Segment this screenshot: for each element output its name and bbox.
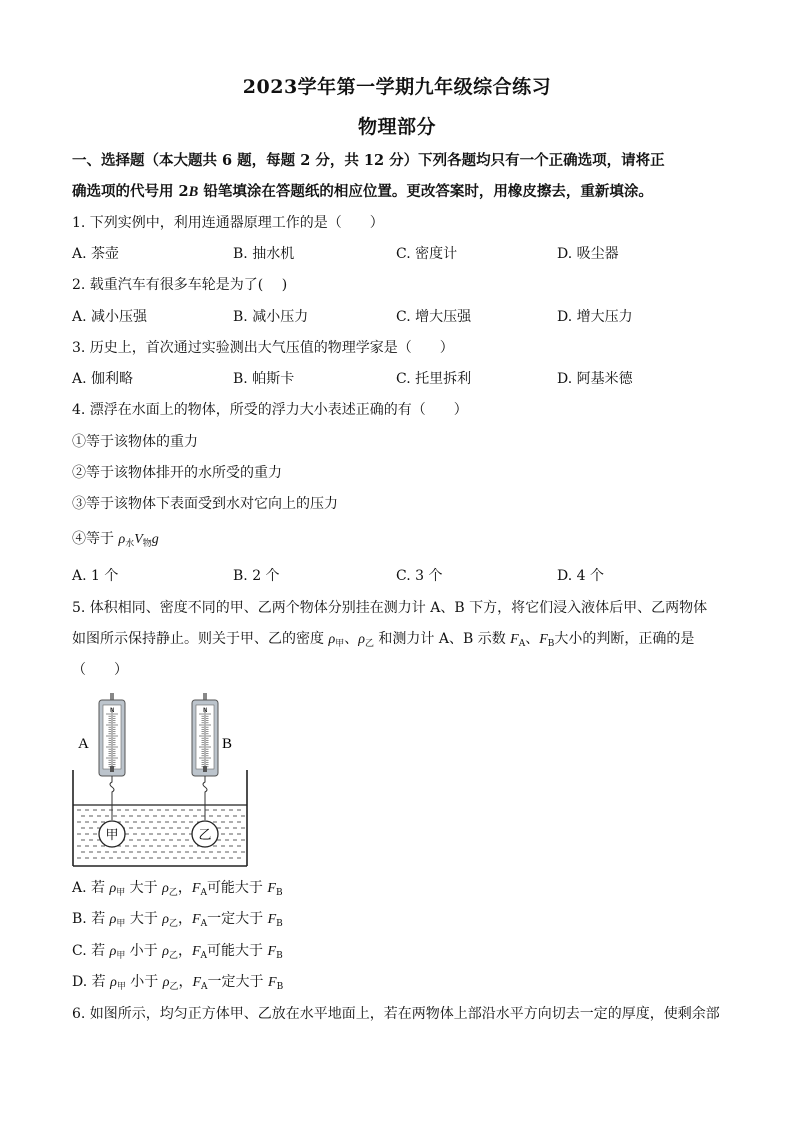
option-text: 大于 bbox=[125, 880, 163, 896]
scale-b-unit: N bbox=[203, 707, 208, 714]
q1-option-a: A. 茶壶 bbox=[72, 246, 120, 262]
statement-text: ④等于 bbox=[72, 531, 119, 547]
question-6-line1: 6. 如图所示，均匀正方体甲、乙放在水平地面上，若在两物体上部沿水平方向切去一定的厚度，使剩余部 bbox=[72, 1006, 720, 1022]
subscript-a: A bbox=[518, 639, 526, 649]
object-yi-label: 乙 bbox=[198, 828, 212, 843]
question-5-line3: （ ） bbox=[72, 662, 128, 678]
subscript-b: B bbox=[276, 951, 283, 961]
option-text: 可能大于 bbox=[206, 880, 268, 896]
q2-option-b: B. 减小压力 bbox=[233, 309, 309, 325]
page-title: 2023学年第一学期九年级综合练习 bbox=[242, 76, 552, 98]
scale-a-label: A bbox=[78, 736, 89, 752]
symbol-force: F bbox=[267, 944, 277, 959]
q1-option-d: D. 吸尘器 bbox=[557, 246, 619, 262]
question-4-stem: 4. 漂浮在水面上的物体，所受的浮力大小表述正确的有（ ） bbox=[72, 402, 468, 418]
symbol-rho: ρ bbox=[358, 632, 365, 647]
symbol-rho: ρ bbox=[109, 944, 117, 959]
q2-option-a: A. 减小压强 bbox=[72, 309, 148, 325]
separator: 、 bbox=[344, 631, 359, 647]
q5-option-d: D. 若 $\rho_甲$ 小于 $\rho_乙$，$F_A$一定大于 $F_B$ bbox=[72, 974, 284, 992]
subscript-jia: 甲 bbox=[116, 982, 126, 992]
page-subtitle: 物理部分 bbox=[357, 116, 436, 138]
subscript-yi: 乙 bbox=[168, 951, 178, 961]
question-1-stem: 1. 下列实例中，利用连通器原理工作的是（ ） bbox=[72, 215, 384, 231]
section-instruction-line2 bbox=[72, 183, 653, 201]
symbol-rho: ρ bbox=[109, 912, 117, 927]
q4-statement-1: ①等于该物体的重力 bbox=[72, 434, 198, 450]
symbol-force: F bbox=[192, 912, 201, 927]
symbol-force: F bbox=[267, 912, 277, 927]
object-yi bbox=[192, 821, 218, 847]
q4-statement-2: ②等于该物体排开的水所受的重力 bbox=[72, 465, 282, 481]
symbol-force: F bbox=[267, 881, 276, 896]
option-text: 一定大于 bbox=[207, 974, 268, 990]
question-5-line2 bbox=[72, 630, 694, 653]
symbol-force: F bbox=[268, 975, 277, 990]
scale-a-unit: N bbox=[110, 707, 115, 714]
instruction-text: 确选项的代号用 2 bbox=[72, 183, 189, 200]
question-2-stem: 2. 载重汽车有很多车轮是为了( ) bbox=[72, 277, 288, 293]
q1-option-b: B. 抽水机 bbox=[233, 246, 295, 262]
q4-option-a: A. 1 个 bbox=[72, 568, 119, 584]
q5-option-c: C. 若 $\rho_甲$ 小于 $\rho_乙$，$F_A$可能大于 $F_B$ bbox=[72, 943, 283, 961]
q4-option-d: D. 4 个 bbox=[557, 568, 604, 584]
option-text: D. 若 bbox=[72, 974, 111, 990]
q3-option-a: A. 伽利略 bbox=[72, 371, 134, 387]
instruction-pencil-grade: B bbox=[188, 184, 199, 200]
q3-option-b: B. 帕斯卡 bbox=[233, 371, 295, 387]
subscript-b: B bbox=[547, 639, 555, 649]
symbol-rho: ρ bbox=[328, 632, 336, 647]
option-text: B. 若 bbox=[72, 911, 110, 927]
scale-b-label: B bbox=[222, 736, 233, 752]
subscript-a: A bbox=[200, 951, 208, 961]
subscript-yi: 乙 bbox=[364, 639, 374, 649]
spring-scale-figure bbox=[70, 688, 250, 870]
q3-option-c: C. 托里拆利 bbox=[396, 371, 472, 387]
subscript-a: A bbox=[200, 888, 207, 898]
symbol-volume: V bbox=[134, 532, 143, 547]
symbol-rho: ρ bbox=[162, 912, 170, 927]
q2-option-c: C. 增大压强 bbox=[396, 309, 472, 325]
question-5-line1: 5. 体积相同、密度不同的甲、乙两个物体分别挂在测力计 A、B 下方，将它们浸入液体后甲、乙两物体 bbox=[72, 600, 708, 616]
symbol-force: F bbox=[510, 632, 519, 647]
option-text: 一定大于 bbox=[207, 911, 268, 927]
subscript-jia: 甲 bbox=[116, 919, 126, 929]
spring-scale-b bbox=[192, 693, 232, 805]
symbol-g: g bbox=[151, 532, 159, 547]
subscript-b: B bbox=[276, 919, 283, 929]
subscript-jia: 甲 bbox=[116, 888, 126, 898]
subscript-a: A bbox=[200, 919, 208, 929]
question-3-stem: 3. 历史上，首次通过实验测出大气压值的物理学家是（ ） bbox=[72, 340, 454, 356]
option-text: 可能大于 bbox=[207, 943, 268, 959]
option-text: C. 若 bbox=[72, 943, 110, 959]
stem-text: 和测力计 A、B 示数 bbox=[373, 631, 511, 647]
option-text: 小于 bbox=[125, 974, 163, 990]
symbol-rho: ρ bbox=[110, 975, 117, 990]
q2-option-d: D. 增大压力 bbox=[557, 309, 633, 325]
subscript-b: B bbox=[276, 982, 284, 992]
separator: 、 bbox=[525, 631, 540, 647]
figure-svg bbox=[70, 688, 250, 870]
instruction-text: 铅笔填涂在答题纸的相应位置。更改答案时，用橡皮擦去，重新填涂。 bbox=[198, 183, 653, 200]
liquid-container bbox=[73, 770, 247, 866]
q3-option-d: D. 阿基米德 bbox=[557, 371, 633, 387]
option-text: 小于 bbox=[125, 943, 163, 959]
q4-statement-4 bbox=[72, 530, 159, 553]
symbol-rho: ρ bbox=[118, 532, 126, 547]
q5-option-a: A. 若 $\rho_甲$ 大于 $\rho_乙$，$F_A$可能大于 $F_B$ bbox=[72, 880, 283, 898]
stem-text: 如图所示保持静止。则关于甲、乙的密度 bbox=[72, 631, 329, 647]
object-jia bbox=[99, 821, 125, 847]
subscript-jia: 甲 bbox=[335, 639, 345, 649]
object-jia-label: 甲 bbox=[105, 828, 119, 843]
subscript-a: A bbox=[201, 982, 208, 992]
symbol-force: F bbox=[539, 632, 548, 647]
symbol-force: F bbox=[191, 881, 201, 896]
option-text: 大于 bbox=[125, 911, 163, 927]
q4-statement-3: ③等于该物体下表面受到水对它向上的压力 bbox=[72, 496, 338, 512]
symbol-force: F bbox=[192, 975, 202, 990]
q4-option-b: B. 2 个 bbox=[233, 568, 280, 584]
subscript-water: 水 bbox=[125, 539, 135, 549]
spring-scale-a bbox=[78, 693, 125, 805]
subscript-jia: 甲 bbox=[116, 951, 126, 961]
subscript-b: B bbox=[275, 888, 283, 898]
symbol-rho: ρ bbox=[162, 975, 170, 990]
q1-option-c: C. 密度计 bbox=[396, 246, 458, 262]
symbol-rho: ρ bbox=[109, 881, 117, 896]
option-text: A. 若 bbox=[72, 880, 110, 896]
q4-option-c: C. 3 个 bbox=[396, 568, 443, 584]
subscript-yi: 乙 bbox=[169, 982, 179, 992]
subscript-yi: 乙 bbox=[169, 919, 179, 929]
section-instruction-line1: 一、选择题（本大题共 6 题，每题 2 分，共 12 分）下列各题均只有一个正确选项，请将正 bbox=[72, 152, 665, 169]
symbol-rho: ρ bbox=[162, 881, 169, 896]
stem-text: 大小的判断，正确的是 bbox=[554, 631, 695, 647]
symbol-rho: ρ bbox=[162, 944, 169, 959]
subscript-yi: 乙 bbox=[168, 888, 178, 898]
q5-option-b: B. 若 $\rho_甲$ 大于 $\rho_乙$，$F_A$一定大于 $F_B$ bbox=[72, 911, 283, 929]
subscript-object: 物 bbox=[142, 539, 152, 549]
symbol-force: F bbox=[191, 944, 201, 959]
